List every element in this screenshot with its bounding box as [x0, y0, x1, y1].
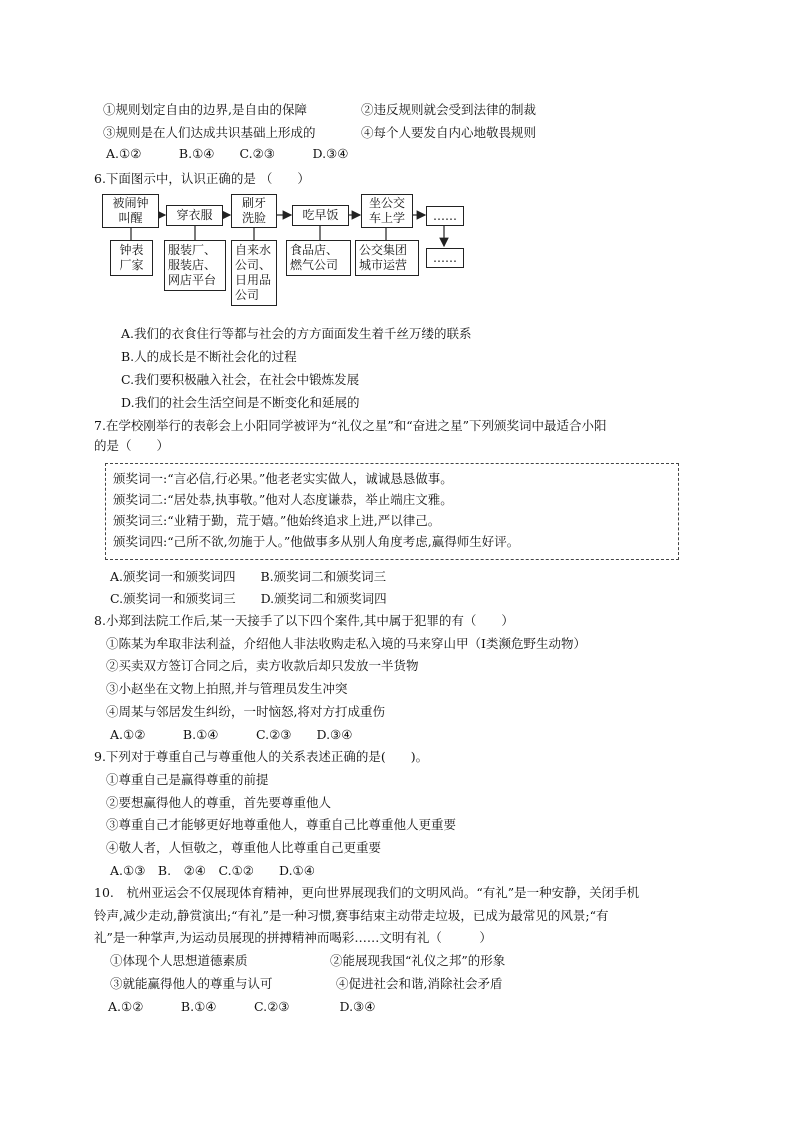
q5-option-3: ③规则是在人们达成共识基础上形成的	[103, 125, 316, 140]
flow-node-bus: 坐公交 车上学	[361, 194, 413, 228]
q9-choices: A.①③ B. ②④ C.①② D.①④	[110, 863, 315, 878]
q7-choices-row-2: C.颁奖词一和颁奖词三 D.颁奖词二和颁奖词四	[110, 591, 387, 606]
q5-option-2: ②违反规则就会受到法律的制裁	[361, 102, 537, 117]
q10-stem-line-1: 10. 杭州亚运会不仅展现体育精神，更向世界展现我们的文明风尚。“有礼”是一种安静，关闭手机	[94, 885, 640, 900]
q9-item-4: ④敬人者，人恒敬之，尊重他人比尊重自己更重要	[106, 840, 382, 855]
q10-option-4: ④促进社会和谐,消除社会矛盾	[336, 976, 503, 991]
q8-item-1: ①陈某为牟取非法利益，介绍他人非法收购走私入境的马来穿山甲（I类濒危野生动物）	[106, 636, 586, 651]
flow-node-more-top: ……	[426, 206, 464, 226]
q9-item-3: ③尊重自己才能够更好地尊重他人，尊重自己比尊重他人更重要	[106, 817, 457, 832]
q8-stem: 8.小郑到法院工作后,某一天接手了以下四个案件,其中属于犯罪的有（ ）	[94, 613, 514, 628]
flow-node-clock-maker: 钟表 厂家	[110, 240, 153, 276]
q5-option-1: ①规则划定自由的边界,是自由的保障	[103, 102, 307, 117]
award-citation-4: 颁奖词四:“己所不欲,勿施于人。”他做事多从别人角度考虑,赢得师生好评。	[113, 534, 520, 549]
q8-item-3: ③小赵坐在文物上拍照,并与管理员发生冲突	[106, 681, 348, 696]
q5-choices: A.①② B.①④ C.②③ D.③④	[106, 146, 349, 161]
q9-item-1: ①尊重自己是赢得尊重的前提	[106, 772, 269, 787]
flow-node-breakfast: 吃早饭	[292, 205, 349, 226]
flow-node-food-gas: 食品店、 燃气公司	[286, 240, 351, 276]
q9-stem: 9.下列对于尊重自己与尊重他人的关系表述正确的是( )。	[94, 749, 429, 764]
q10-option-1: ①体现个人思想道德素质	[110, 953, 248, 968]
flow-node-wash: 刷牙 洗脸	[231, 194, 277, 228]
flow-node-public-transit: 公交集团 城市运营	[355, 240, 419, 276]
flow-node-clothing: 服装厂、 服装店、 网店平台	[164, 240, 226, 291]
flow-node-water-company: 自来水 公司、 日用品 公司	[231, 240, 277, 306]
q7-choices-row-1: A.颁奖词一和颁奖词四 B.颁奖词二和颁奖词三	[110, 569, 387, 584]
q6-option-c: C.我们要积极融入社会，在社会中锻炼发展	[121, 372, 360, 387]
q8-item-4: ④周某与邻居发生纠纷，一时恼怒,将对方打成重伤	[106, 704, 385, 719]
q10-option-3: ③就能赢得他人的尊重与认可	[110, 976, 273, 991]
q6-stem: 6.下面图示中，认识正确的是 （ ）	[94, 171, 310, 186]
flow-node-dress: 穿衣服	[166, 205, 223, 226]
q7-stem-line-2: 的是（ ）	[94, 438, 170, 453]
award-citation-3: 颁奖词三:“业精于勤，荒于嬉。”他始终追求上进,严以律己。	[113, 513, 441, 528]
award-citation-2: 颁奖词二:“居处恭,执事敬。”他对人态度谦恭，举止端庄文雅。	[113, 492, 453, 507]
flow-node-wake-up: 被闹钟 叫醒	[102, 194, 159, 228]
q8-choices: A.①② B.①④ C.②③ D.③④	[110, 727, 353, 742]
q8-item-2: ②买卖双方签订合同之后，卖方收款后却只发放一半货物	[106, 658, 419, 673]
q10-option-2: ②能展现我国“礼仪之邦”的形象	[330, 953, 506, 968]
award-citation-1: 颁奖词一:“言必信,行必果。”他老老实实做人，诚诚恳恳做事。	[113, 471, 453, 486]
q6-option-a: A.我们的衣食住行等都与社会的方方面面发生着千丝万缕的联系	[121, 326, 472, 341]
q6-option-b: B.人的成长是不断社会化的过程	[121, 349, 297, 364]
flow-node-more-bottom: ……	[426, 248, 464, 268]
q10-stem-line-3: 礼”是一种掌声,为运动员展现的拼搏精神而喝彩……文明有礼（ ）	[94, 930, 492, 945]
q7-stem-line-1: 7.在学校刚举行的表彰会上小阳同学被评为“礼仪之星”和“奋进之星”下列颁奖词中最适合小阳	[94, 418, 607, 433]
q5-option-4: ④每个人要发自内心地敬畏规则	[361, 125, 537, 140]
q10-choices: A.①② B.①④ C.②③ D.③④	[108, 999, 376, 1014]
q10-stem-line-2: 铃声,减少走动,静赏演出;“有礼”是一种习惯,赛事结束主动带走垃圾，已成为最常见的风景;“有	[94, 908, 609, 923]
q9-item-2: ②要想赢得他人的尊重，首先要尊重他人	[106, 795, 332, 810]
q6-option-d: D.我们的社会生活空间是不断变化和延展的	[121, 395, 360, 410]
